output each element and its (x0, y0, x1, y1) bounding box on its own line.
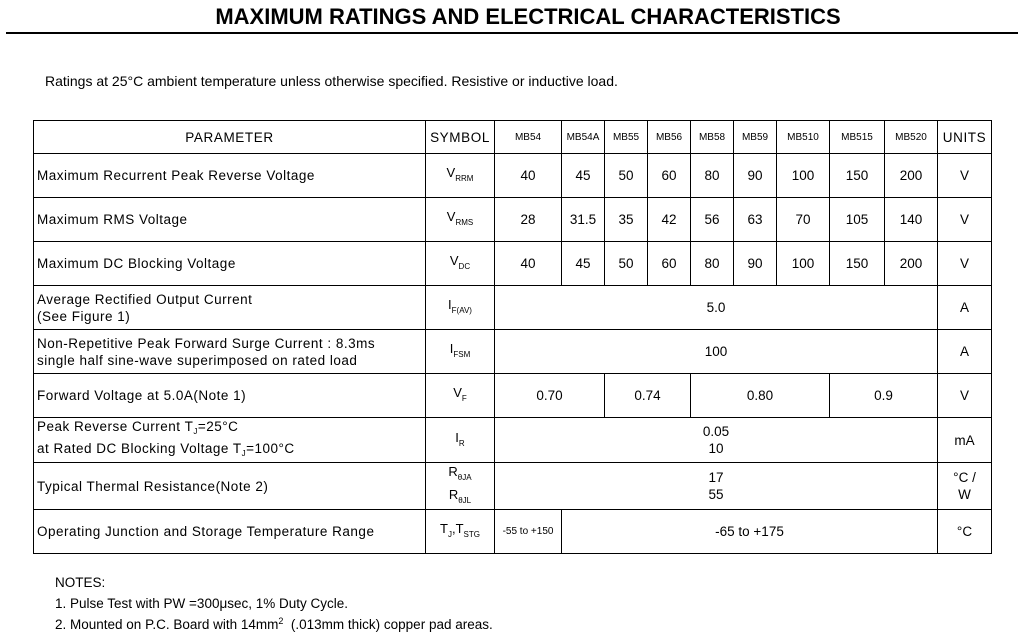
header-part: MB510 (777, 121, 830, 154)
row-parameter: Maximum DC Blocking Voltage (34, 242, 426, 286)
cell-value: 56 (691, 198, 734, 242)
header-parameter: PARAMETER (34, 121, 426, 154)
cell-value: 35 (605, 198, 648, 242)
row-symbol: $V_{DC}$ (426, 242, 495, 286)
cell-value: 0.05 10 (495, 418, 938, 463)
cell-value: 60 (648, 242, 691, 286)
cell-value: 80 (691, 154, 734, 198)
header-units: UNITS (938, 121, 992, 154)
header-part: MB515 (830, 121, 885, 154)
row-parameter: Operating Junction and Storage Temperature Range (34, 510, 426, 554)
row-parameter: Typical Thermal Resistance(Note 2) (34, 463, 426, 510)
cell-value: 200 (885, 242, 938, 286)
row-unit: V (938, 242, 992, 286)
row-unit: V (938, 198, 992, 242)
cell-value: 60 (648, 154, 691, 198)
note-2: 2. Mounted on P.C. Board with $14mm^2$ (.013mm thick) copper pad areas. (55, 616, 493, 632)
cell-value: 0.80 (691, 374, 830, 418)
cell-value: 200 (885, 154, 938, 198)
notes-heading: NOTES: (55, 575, 106, 590)
row-symbol: $R_{\theta JA}$ $R_{\theta JL}$ (426, 463, 495, 510)
cell-value: 40 (495, 154, 562, 198)
cell-value: 50 (605, 154, 648, 198)
row-symbol: $V_{RMS}$ (426, 198, 495, 242)
cell-value: 90 (734, 154, 777, 198)
header-part: MB55 (605, 121, 648, 154)
row-parameter: Forward Voltage at 5.0A(Note 1) (34, 374, 426, 418)
cell-value: 70 (777, 198, 830, 242)
cell-value: 90 (734, 242, 777, 286)
cell-value: -55 to +150 (495, 510, 562, 554)
page-title: MAXIMUM RATINGS AND ELECTRICAL CHARACTERISTICS (215, 4, 841, 29)
cell-value: 45 (562, 242, 605, 286)
cell-value: -65 to +175 (562, 510, 938, 554)
table-header-row (34, 121, 992, 154)
row-parameter: Average Rectified Output Current (See Figure 1) (34, 286, 426, 330)
table-row (34, 154, 992, 198)
cell-value: 5.0 (495, 286, 938, 330)
table-row (34, 418, 992, 463)
cell-value: 105 (830, 198, 885, 242)
row-unit: A (938, 286, 992, 330)
row-unit: °C / W (938, 463, 992, 510)
cell-value: 63 (734, 198, 777, 242)
header-part: MB56 (648, 121, 691, 154)
cell-value: 0.74 (605, 374, 691, 418)
cell-value: 42 (648, 198, 691, 242)
cell-value: 50 (605, 242, 648, 286)
title-underline (6, 32, 1018, 34)
header-symbol: SYMBOL (426, 121, 495, 154)
cell-value: 31.5 (562, 198, 605, 242)
cell-value: 150 (830, 242, 885, 286)
cell-value: 80 (691, 242, 734, 286)
cell-value: 100 (777, 154, 830, 198)
table-row (34, 286, 992, 330)
ratings-note: Ratings at 25°C ambient temperature unless otherwise specified. Resistive or inductive load. (45, 73, 618, 89)
cell-value: 140 (885, 198, 938, 242)
cell-value: 0.9 (830, 374, 938, 418)
header-part: MB520 (885, 121, 938, 154)
cell-value: 100 (777, 242, 830, 286)
cell-value: 40 (495, 242, 562, 286)
header-part: MB54 (495, 121, 562, 154)
row-unit: V (938, 154, 992, 198)
table-row (34, 374, 992, 418)
row-parameter: Maximum RMS Voltage (34, 198, 426, 242)
row-symbol: $V_F$ (426, 374, 495, 418)
row-parameter: Non-Repetitive Peak Forward Surge Current : 8.3ms single half sine-wave superimposed on rated load (34, 330, 426, 374)
row-symbol: $V_{RRM}$ (426, 154, 495, 198)
notes-section (55, 572, 493, 635)
cell-value: 28 (495, 198, 562, 242)
row-unit: °C (938, 510, 992, 554)
table-row (34, 330, 992, 374)
row-unit: A (938, 330, 992, 374)
table-row (34, 463, 992, 510)
header-part: MB54A (562, 121, 605, 154)
table-row (34, 242, 992, 286)
row-symbol: $I_{F(AV)}$ (426, 286, 495, 330)
table-row (34, 198, 992, 242)
row-unit: V (938, 374, 992, 418)
cell-value: 150 (830, 154, 885, 198)
row-parameter: Maximum Recurrent Peak Reverse Voltage (34, 154, 426, 198)
header-part: MB59 (734, 121, 777, 154)
cell-value: 0.70 (495, 374, 605, 418)
row-symbol: $T_J,T_{STG}$ (426, 510, 495, 554)
cell-value: 100 (495, 330, 938, 374)
cell-value: 45 (562, 154, 605, 198)
header-part: MB58 (691, 121, 734, 154)
row-parameter: Peak Reverse Current $T_J=25^\circ C$ at Rated DC Blocking Voltage $T_J=100^\circ C$ (34, 418, 426, 463)
row-symbol: $I_R$ (426, 418, 495, 463)
table-row (34, 510, 992, 554)
note-1: 1. Pulse Test with PW =300μsec, 1% Duty Cycle. (55, 596, 349, 611)
row-unit: mA (938, 418, 992, 463)
row-symbol: $I_{FSM}$ (426, 330, 495, 374)
cell-value: 17 55 (495, 463, 938, 510)
ratings-table (33, 120, 992, 554)
